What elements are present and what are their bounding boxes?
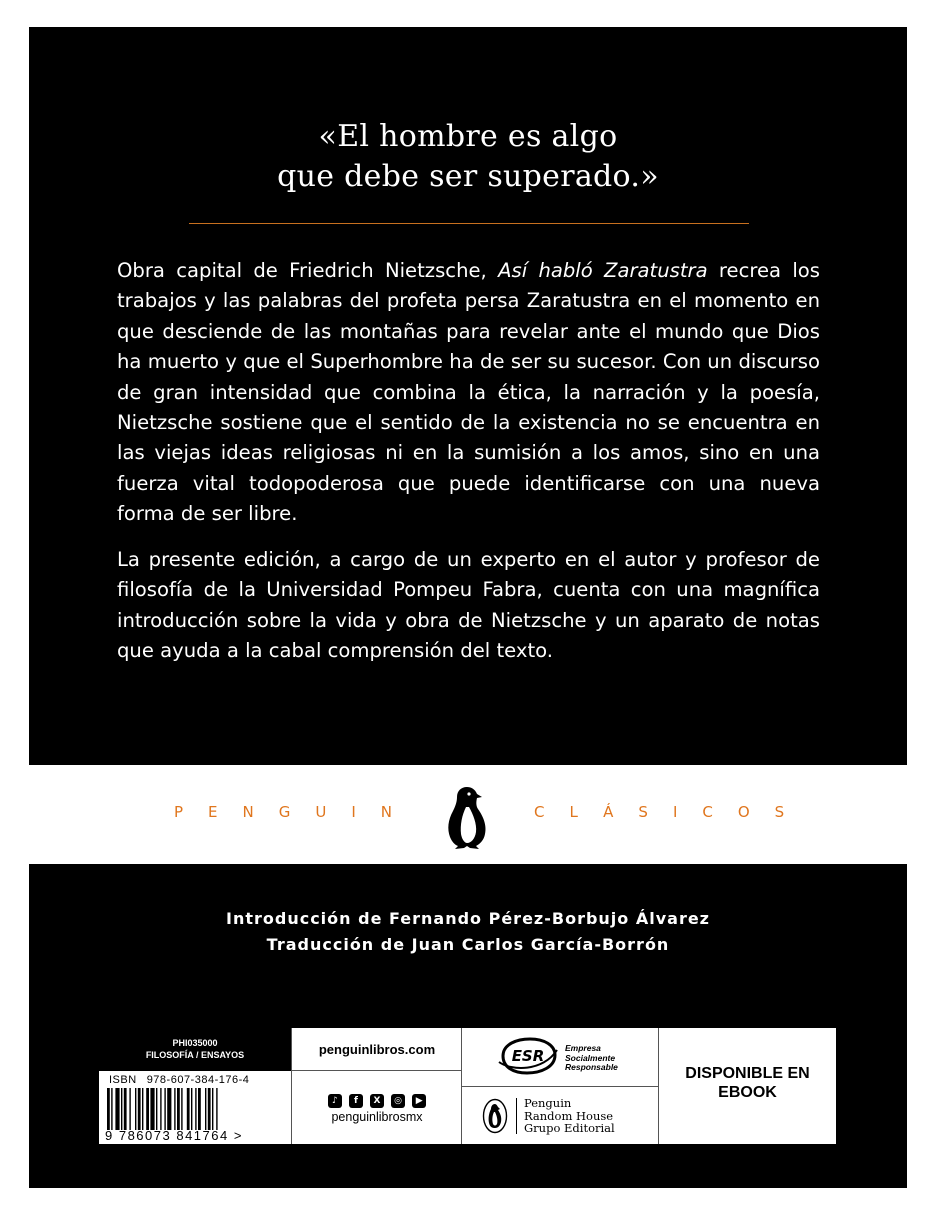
x-icon[interactable]: X [370,1094,384,1108]
epigraph-line-2: que debe ser superado.» [277,159,659,194]
series-label-penguin: PENGUIN [174,803,417,821]
barcode-bar [138,1088,141,1130]
back-cover-top-panel [29,27,907,765]
prh-line-2: Random House [524,1108,614,1123]
isbn-number: 978-607-384-176-4 [146,1074,250,1086]
youtube-icon[interactable]: ▶ [412,1094,426,1108]
category-label: FILOSOFÍA / ENSAYOS [145,1050,245,1060]
prh-text [524,1097,615,1135]
synopsis-p1-lead: Obra capital de Friedrich Nietzsche, [117,259,499,282]
prh-line-3: Grupo Editorial [524,1121,615,1135]
barcode-bar [146,1088,149,1130]
website-link[interactable]: penguinlibros.com [292,1028,462,1071]
synopsis-p1-rest: recrea los trabajos y las palabras del profeta persa Zaratustra en el momento en que desciende de las montañas para revelar ante el mundo que Dios ha muerto y que el Superhombre ha de ser su sucesor. Con un discurso de gran intensidad que combina la ética, la narración y la poesía, Nietzsche sostiene que el sentido de la existencia no se encuentra en las viejas ideas religiosas ni en la sumisión a los amos, sino en una fuerza vital todopoderosa que puede identificarse con una nueva forma de ser libre. [117,259,820,526]
epigraph-line-1: «El hombre es algo [318,119,618,154]
barcode-cell [99,1028,292,1144]
synopsis-paragraph-1 [117,256,820,530]
barcode-bar [111,1088,112,1130]
barcode-bar [198,1088,201,1130]
barcode-bar [121,1088,122,1130]
barcode-bar [124,1088,127,1130]
orange-divider [189,223,749,224]
ebook-line-1: DISPONIBLE EN [685,1065,810,1082]
ebook-line-2: EBOOK [718,1084,777,1101]
category-box [99,1028,291,1071]
barcode-bar [156,1088,157,1130]
barcode-bar [115,1088,119,1130]
barcode-bar [160,1088,161,1130]
social-handle[interactable]: penguinlibrosmx [331,1110,423,1124]
barcode-bar [187,1088,190,1130]
barcode-bar [205,1088,206,1130]
facebook-icon[interactable]: f [349,1094,363,1108]
ebook-cell [659,1028,836,1144]
translation-credit: Traducción de Juan Carlos García-Borrón [266,935,670,954]
barcode-bar [107,1088,110,1130]
barcode-bar [195,1088,196,1130]
barcode-bar [164,1088,165,1130]
barcode-bar [208,1088,211,1130]
series-band [0,765,940,864]
barcode-bar [150,1088,154,1130]
instagram-icon[interactable]: ◎ [391,1094,405,1108]
isbn-line [109,1074,259,1086]
ebook-availability [659,1064,836,1102]
barcode-digits: 9 786073 841764 > [105,1128,243,1143]
barcode-bar [142,1088,143,1130]
info-strip [99,1028,836,1144]
tiktok-icon[interactable]: ♪ [328,1094,342,1108]
esr-line-3: Responsable [565,1062,618,1072]
barcode-icon [105,1088,285,1130]
barcode-bar [135,1088,136,1130]
barcode-bar [177,1088,180,1130]
barcode-bar [174,1088,175,1130]
synopsis-paragraph-2: La presente edición, a cargo de un experto en el autor y profesor de filosofía de la Universidad Pompeu Fabra, cuenta con una magnífica introducción sobre la vida y obra de Nietzsche y un aparato de notas que ayuda a la cabal comprensión del texto. [117,548,820,663]
category-code: PHI035000 [172,1038,218,1048]
isbn-label: ISBN [109,1074,137,1086]
book-title: Así habló Zaratustra [498,259,708,282]
social-icons [292,1088,462,1108]
barcode-bar [167,1088,171,1130]
introduction-credit: Introducción de Fernando Pérez-Borbujo Álvarez [225,909,710,928]
publisher-cell [462,1028,659,1144]
web-cell [292,1028,462,1144]
esr-line-1: Empresa [565,1043,601,1053]
prh-line-1: Penguin [524,1096,572,1110]
esr-line-2: Socialmente [565,1052,616,1063]
series-label-clasicos: CLÁSICOS [534,803,810,821]
barcode-bar [212,1088,213,1130]
esr-text [565,1044,618,1073]
prh-penguin-icon [482,1098,508,1134]
esr-logo-icon [497,1036,559,1076]
barcode-bar [216,1088,217,1130]
penguin-logo-icon [442,785,492,851]
esr-badge [462,1028,658,1087]
prh-divider [516,1098,517,1134]
barcode-bar [129,1088,130,1130]
esr-mark: ESR [511,1047,545,1065]
barcode-bar [191,1088,192,1130]
back-cover-bottom-panel [29,864,907,1188]
barcode-bar [181,1088,182,1130]
